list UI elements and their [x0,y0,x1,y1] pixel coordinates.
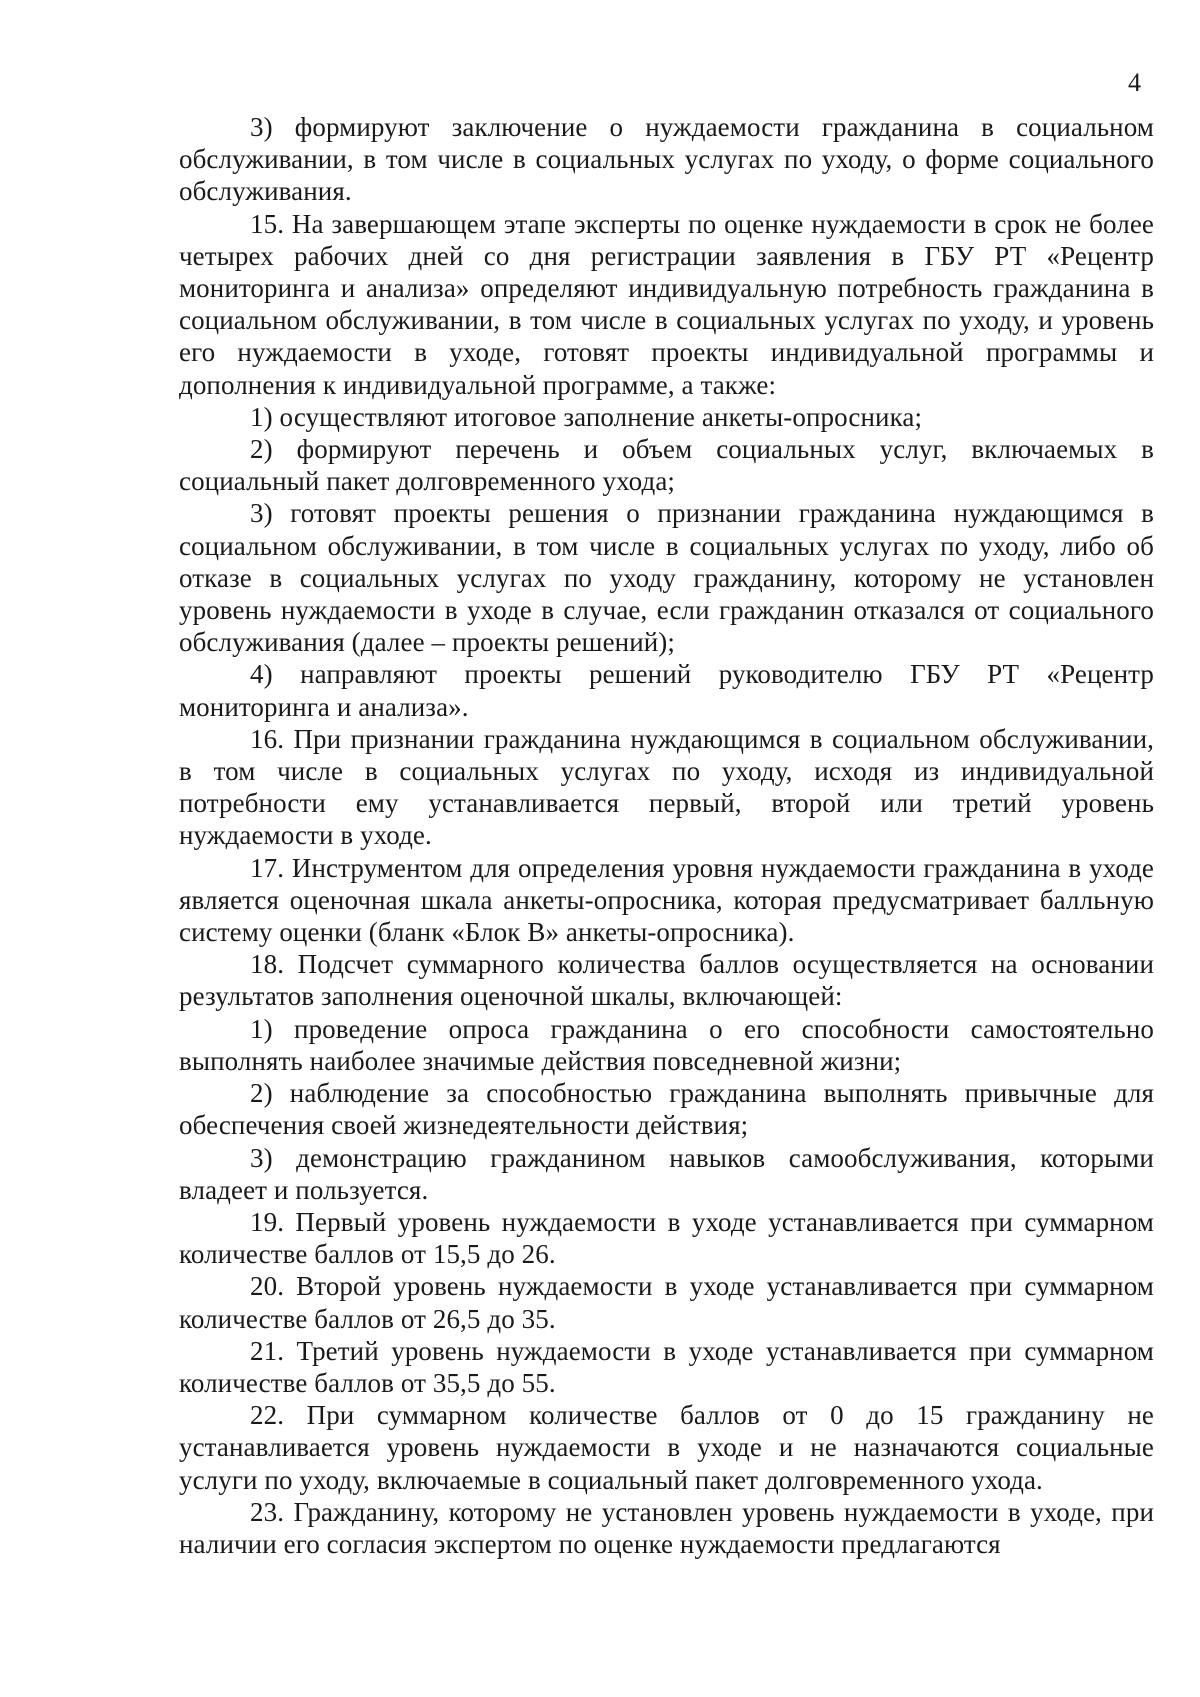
paragraph-21: 21. Третий уровень нуждаемости в уходе устанавливается при суммарном количестве баллов от 35,5 до 55. [179,1335,1154,1398]
paragraph-15-1: 1) осуществляют итоговое заполнение анкеты-опросника; [250,401,923,432]
paragraph-16: 16. При признании гражданина нуждающимся в социальном обслуживании, в том числе в социальных услугах по уходу, исходя из индивидуальной потребности ему устанавливается первый, второй или третий уровень нуждаемости в уходе. [179,723,1154,851]
paragraph-18-2: 2) наблюдение за способностью гражданина выполнять привычные для обеспечения своей жизнедеятельности действия; [179,1078,1154,1141]
paragraph-20: 20. Второй уровень нуждаемости в уходе устанавливается при суммарном количестве баллов от 26,5 до 35. [179,1271,1154,1334]
paragraph-15: 15. На завершающем этапе эксперты по оценке нуждаемости в срок не более четырех рабочих дней со дня регистрации заявления в ГБУ РТ «Рецентр мониторинга и анализа» определяют индивидуальную потребность гражданина в социальном обслуживании, в том числе в социальных услугах по уходу, и уровень его нуждаемости в уходе, готовят проекты индивидуальной программы и дополнения к индивидуальной программе, а также: [179,208,1154,400]
paragraph-15-3: 3) готовят проекты решения о признании гражданина нуждающимся в социальном обслуживании, в том числе в социальных услугах по уходу, либо об отказе в социальных услугах по уходу гражданину, которому не установлен уровень нуждаемости в уходе в случае, если гражданин отказался от социального обслуживания (далее – проекты решений); [179,498,1154,658]
paragraph-15-4: 4) направляют проекты решений руководителю ГБУ РТ «Рецентр мониторинга и анализа». [179,659,1154,722]
paragraph-18-1: 1) проведение опроса гражданина о его способности самостоятельно выполнять наиболее значимые действия повседневной жизни; [179,1013,1154,1076]
paragraph-18-3: 3) демонстрацию гражданином навыков самообслуживания, которыми владеет и пользуется. [179,1142,1154,1205]
paragraph-17: 17. Инструментом для определения уровня нуждаемости гражданина в уходе является оценочная шкала анкеты-опросника, которая предусматривает балльную систему оценки (бланк «Блок В» анкеты-опросника). [179,852,1154,948]
paragraph-18: 18. Подсчет суммарного количества баллов осуществляется на основании результатов заполнения оценочной шкалы, включающей: [179,949,1154,1012]
document-body [179,111,1154,1560]
paragraph-22: 22. При суммарном количестве баллов от 0 до 15 гражданину не устанавливается уровень нуждаемости в уходе и не назначаются социальные услуги по уходу, включаемые в социальный пакет долговременного ухода. [179,1400,1154,1495]
paragraph-19: 19. Первый уровень нуждаемости в уходе устанавливается при суммарном количестве баллов от 15,5 до 26. [179,1206,1154,1270]
paragraph-23: 23. Гражданину, которому не установлен уровень нуждаемости в уходе, при наличии его согласия экспертом по оценке нуждаемости предлагаются [179,1496,1154,1559]
paragraph-14-3: 3) формируют заключение о нуждаемости гражданина в социальном обслуживании, в том числе в социальных услугах по уходу, о форме социального обслуживания. [179,112,1154,207]
page-number: 4 [1128,68,1141,97]
paragraph-15-2: 2) формируют перечень и объем социальных услуг, включаемых в социальный пакет долговременного ухода; [179,434,1154,497]
